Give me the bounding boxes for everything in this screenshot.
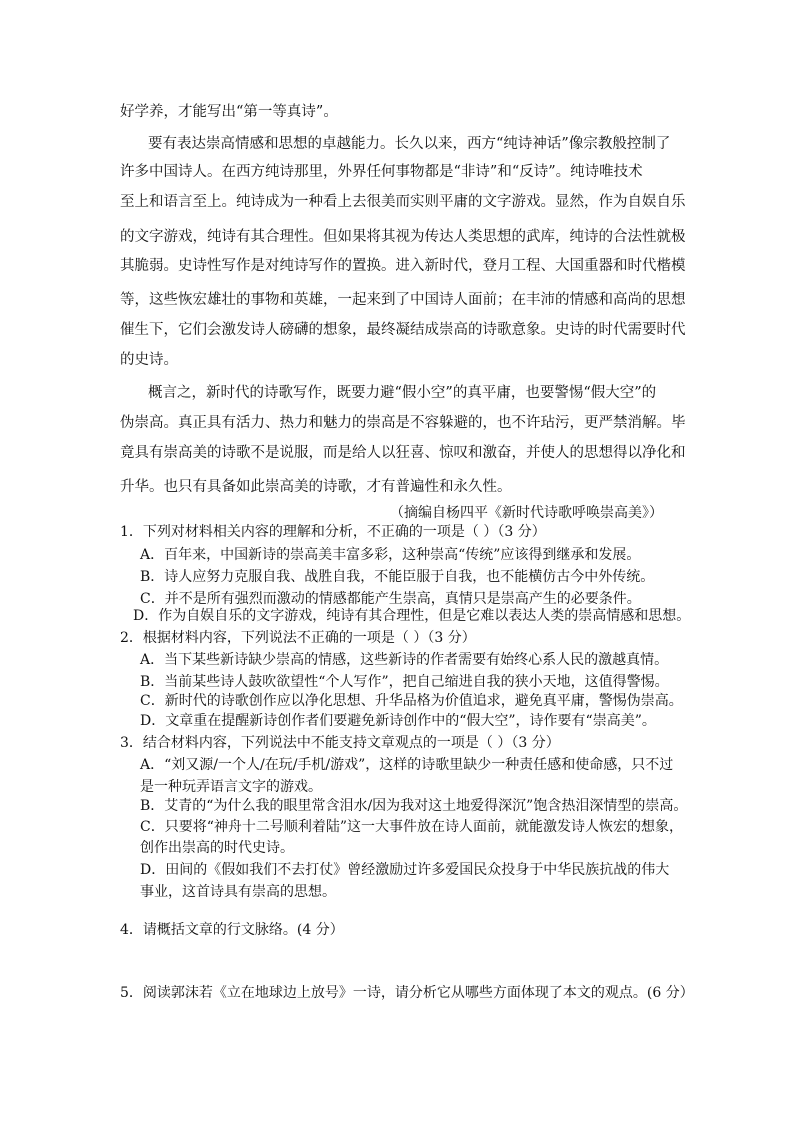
question-2-stem: 2．根据材料内容，下列说法不正确的一项是（ ）（3 分）	[120, 630, 476, 646]
passage-line: 伪崇高。真正具有活力、热力和魅力的崇高是不容躲避的，也不许玷污，更严禁消解。毕	[120, 415, 686, 431]
question-4: 4．请概括文章的行文脉络。(4 分）	[120, 922, 344, 938]
question-3-option-d: D．田间的《假如我们不去打仗》曾经激励过许多爱国民众投身于中华民族抗战的伟大	[140, 862, 670, 878]
question-2-option-d: D．文章重在提醒新诗创作者们要避免新诗创作中的“假大空”，诗作要有“崇高美”。	[140, 713, 656, 729]
passage-line: 至上和语言至上。纯诗成为一种看上去很美而实则平庸的文字游戏。显然，作为自娱自乐	[120, 194, 686, 210]
question-2-option-c: C．新时代的诗歌创作应以净化思想、升华品格为价值追求，避免真平庸，警惕伪崇高。	[140, 693, 683, 709]
passage-line: 的史诗。	[120, 352, 178, 368]
question-1-option-d: D．作为自娱自乐的文字游戏，纯诗有其合理性，但是它难以表达人类的崇高情感和思想。	[133, 608, 691, 624]
passage-line: 好学养，才能写出“第一等真诗”。	[120, 104, 338, 120]
question-5: 5．阅读郭沫若《立在地球边上放号》一诗，请分析它从哪些方面体现了本文的观点。(6 分）	[120, 985, 694, 1001]
question-3-option-d-continued: 事业，这首诗具有崇高的思想。	[140, 884, 336, 900]
question-1-option-a: A．百年来，中国新诗的崇高美丰富多彩，这种崇高“传统”应该得到继承和发展。	[140, 547, 641, 563]
passage-line: 许多中国诗人。在西方纯诗那里，外界任何事物都是“非诗”和“反诗”。纯诗唯技术	[120, 164, 643, 180]
passage-line: 概言之，新时代的诗歌写作，既要力避“假小空”的真平庸，也要警惕“假大空”的	[148, 385, 657, 401]
question-1-option-b: B．诗人应努力克服自我、战胜自我，不能臣服于自我，也不能横仿古今中外传统。	[140, 569, 655, 585]
passage-line: 其脆弱。史诗性写作是对纯诗写作的置换。进入新时代，登月工程、大国重器和时代楷模	[120, 258, 686, 274]
passage-line: 等，这些恢宏雄壮的事物和英雄，一起来到了中国诗人面前；在丰沛的情感和高尚的思想	[120, 292, 686, 308]
passage-line: 要有表达崇高情感和思想的卓越能力。长久以来，西方“纯诗神话”像宗教般控制了	[148, 136, 671, 152]
passage-line: 催生下，它们会激发诗人磅礴的想象，最终凝结成崇高的诗歌意象。史诗的时代需要时代	[120, 322, 686, 338]
question-3-option-a: A．“刘又源/一个人/在玩/手机/游戏”，这样的诗歌里缺少一种责任感和使命感，只不过	[140, 757, 674, 773]
source-citation: （摘编自杨四平《新时代诗歌呼唤崇高美》）	[390, 505, 663, 521]
question-3-option-c: C．只要将“神舟十二号顺利着陆”这一大事件放在诗人面前，就能激发诗人恢宏的想象，	[140, 819, 684, 835]
question-2-option-b: B．当前某些诗人鼓吹欲望性“个人写作”，把自己缩进自我的狭小天地，这值得警惕。	[140, 674, 669, 690]
question-3-stem: 3．结合材料内容，下列说法中不能支持文章观点的一项是（ ）（3 分）	[120, 735, 560, 751]
question-1-option-c: C．并不是所有强烈而激动的情感都能产生崇高，真情只是崇高产生的必要条件。	[140, 591, 641, 607]
question-1-stem: 1．下列对材料相关内容的理解和分析，不正确的一项是（ ）（3 分）	[120, 524, 546, 540]
passage-line: 竟具有崇高美的诗歌不是说服，而是给人以狂喜、惊叹和激奋，并使人的思想得以净化和	[120, 445, 686, 461]
passage-line: 的文字游戏，纯诗有其合理性。但如果将其视为传达人类思想的武库，纯诗的合法性就极	[120, 229, 686, 245]
question-3-option-c-continued: 创作出崇高的时代史诗。	[140, 840, 294, 856]
question-3-option-a-continued: 是一种玩弄语言文字的游戏。	[140, 779, 322, 795]
question-2-option-a: A．当下某些新诗缺少崇高的情感，这些新诗的作者需要有始终心系人民的激越真情。	[140, 652, 669, 668]
question-3-option-b: B．艾青的“为什么我的眼里常含泪水/因为我对这土地爱得深沉”饱含热泪深情型的崇高。	[140, 798, 688, 814]
passage-line: 升华。也只有具备如此崇高美的诗歌，才有普遍性和永久性。	[120, 479, 512, 495]
